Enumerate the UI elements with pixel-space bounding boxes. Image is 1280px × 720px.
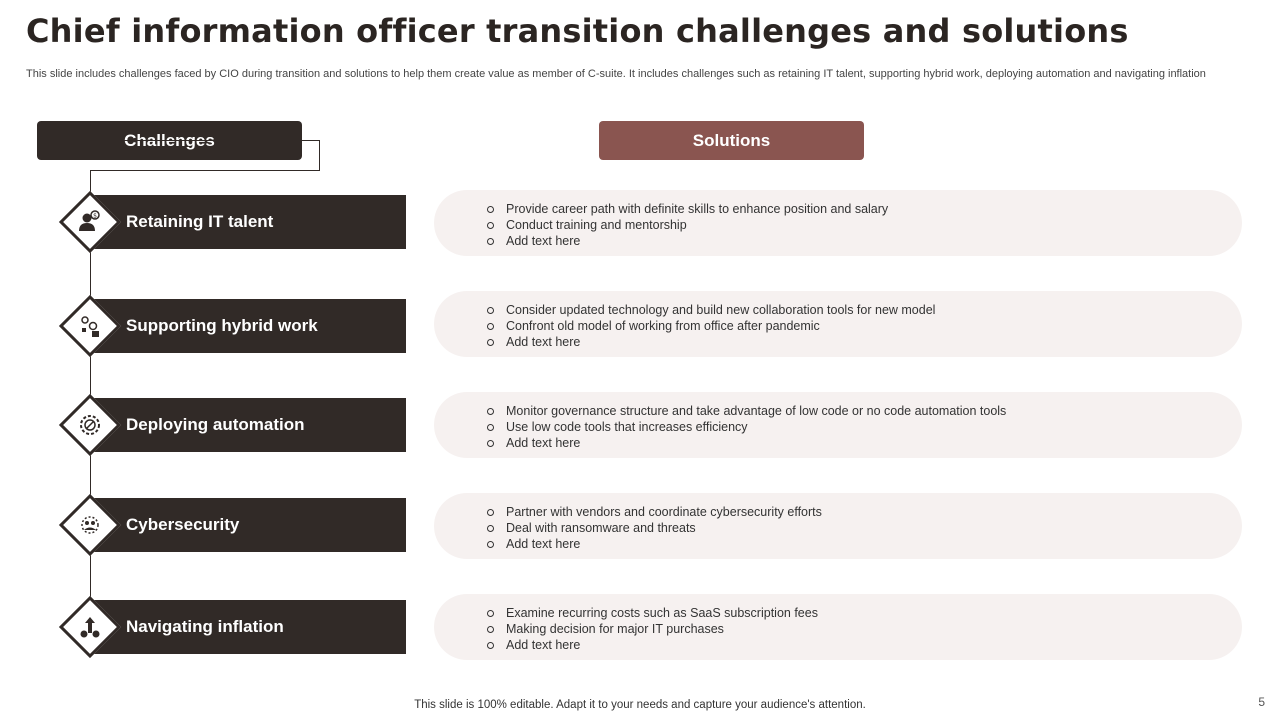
solution-pill-retaining-it-talent (434, 190, 1242, 256)
challenge-bar-deploying-automation (90, 398, 406, 452)
solution-item: Add text here (486, 435, 1006, 451)
slide-title: Chief information officer transition challenges and solutions (26, 12, 1129, 50)
solution-item: Provide career path with definite skills to enhance position and salary (486, 201, 888, 217)
challenge-label: Navigating inflation (126, 617, 284, 636)
solution-item: Examine recurring costs such as SaaS subscription fees (486, 605, 818, 621)
talent-icon (63, 195, 117, 249)
solutions-header: Solutions (599, 121, 864, 160)
cybersecurity-icon (63, 498, 117, 552)
solution-item: Confront old model of working from office after pandemic (486, 318, 935, 334)
challenge-bar-cybersecurity (90, 498, 406, 552)
solution-pill-cybersecurity (434, 493, 1242, 559)
solution-item: Partner with vendors and coordinate cybersecurity efforts (486, 504, 822, 520)
challenge-label: Cybersecurity (126, 515, 240, 534)
solution-item: Add text here (486, 637, 818, 653)
challenge-bar-retaining-it-talent (90, 195, 406, 249)
solution-item: Add text here (486, 536, 822, 552)
solution-item: Add text here (486, 233, 888, 249)
challenge-label: Supporting hybrid work (126, 316, 318, 335)
solution-item: Use low code tools that increases efficiency (486, 419, 1006, 435)
hybrid-work-icon (63, 299, 117, 353)
solution-item: Consider updated technology and build new collaboration tools for new model (486, 302, 935, 318)
header-connector (90, 140, 320, 171)
svg-text:$: $ (93, 212, 97, 220)
challenges-header: Challenges (37, 121, 302, 160)
solution-pill-navigating-inflation (434, 594, 1242, 660)
slide-subtitle: This slide includes challenges faced by CIO during transition and solutions to help them create value as member of C-suite. It includes challenges such as retaining IT talent, supporting hybrid work, deploying automation and navigating inflation (26, 68, 1206, 80)
solution-pill-deploying-automation (434, 392, 1242, 458)
challenge-label: Deploying automation (126, 415, 305, 434)
challenge-label: Retaining IT talent (126, 212, 274, 231)
automation-icon (63, 398, 117, 452)
solution-item: Add text here (486, 334, 935, 350)
solution-pill-supporting-hybrid-work (434, 291, 1242, 357)
solution-item: Making decision for major IT purchases (486, 621, 818, 637)
footer-note: This slide is 100% editable. Adapt it to your needs and capture your audience's attention. (414, 699, 866, 711)
solution-item: Deal with ransomware and threats (486, 520, 822, 536)
solution-item: Monitor governance structure and take advantage of low code or no code automation tools (486, 403, 1006, 419)
challenge-bar-supporting-hybrid-work (90, 299, 406, 353)
solution-item: Conduct training and mentorship (486, 217, 888, 233)
page-number: 5 (1258, 695, 1265, 709)
challenge-bar-navigating-inflation (90, 600, 406, 654)
inflation-icon (63, 600, 117, 654)
